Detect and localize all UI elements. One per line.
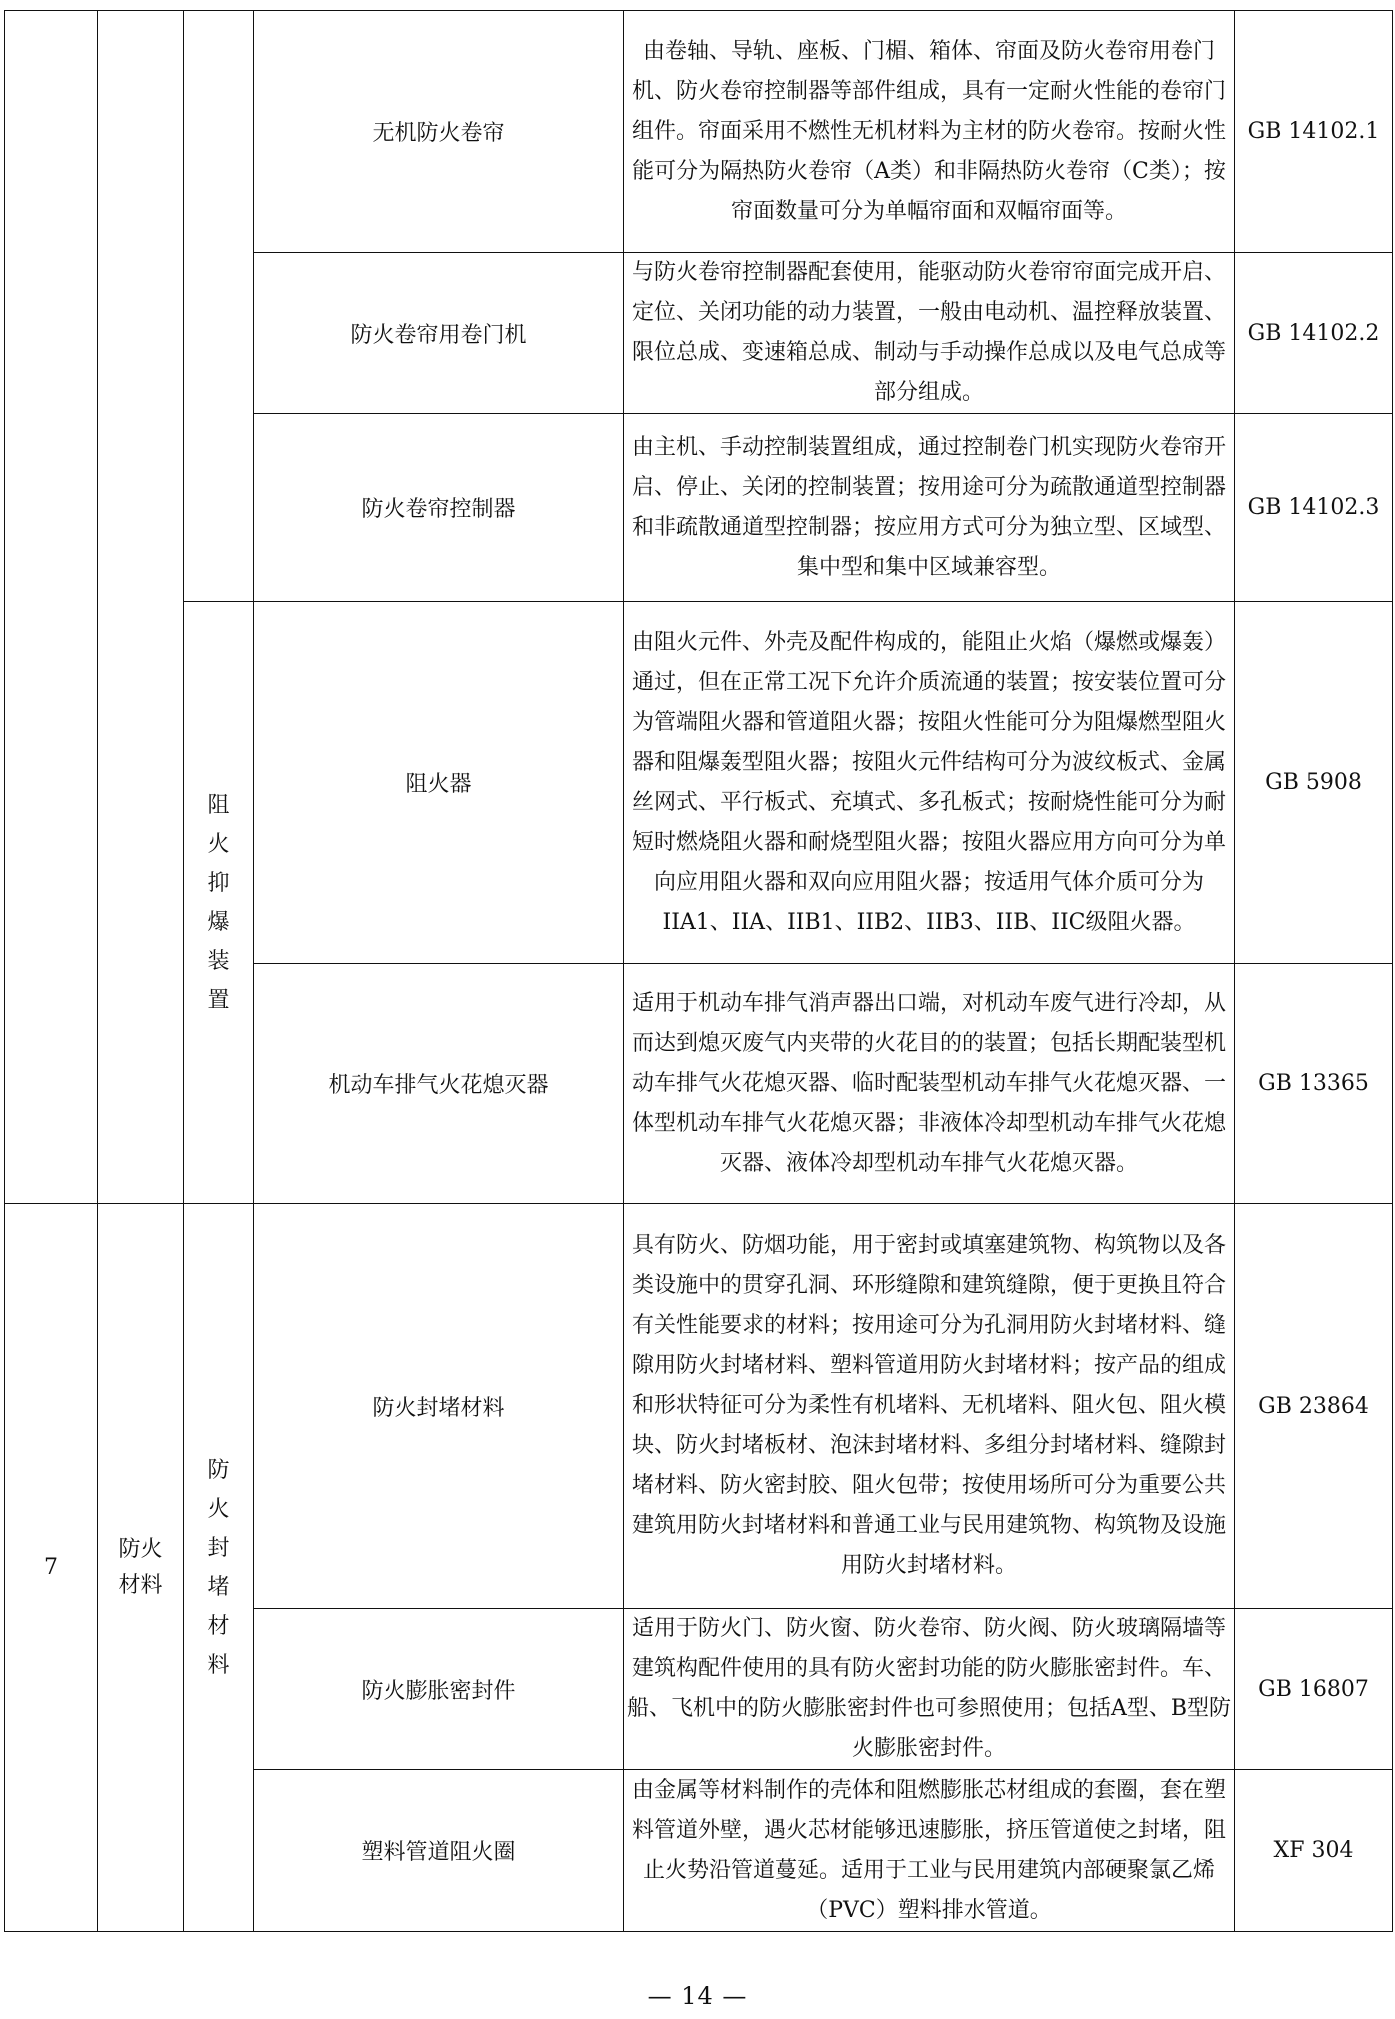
product-description: 具有防火、防烟功能，用于密封或填塞建筑物、构筑物以及各类设施中的贯穿孔洞、环形缝隙和建筑缝隙，便于更换且符合有关性能要求的材料；按用途可分为孔洞用防火封堵材料、缝隙用防火封堵材料、塑料管道用防火封堵材料；按产品的组成和形状特征可分为柔性有机堵料、无机堵料、阻火包、阻火模块、防火封堵板材、泡沫封堵材料、多组分封堵材料、缝隙封堵材料、防火密封胶、阻火包带；按使用场所可分为重要公共建筑用防火封堵材料和普通工业与民用建筑物、构筑物及设施用防火封堵材料。 (624, 1204, 1235, 1609)
product-name: 防火膨胀密封件 (254, 1609, 624, 1770)
product-description: 与防火卷帘控制器配套使用，能驱动防火卷帘帘面完成开启、定位、关闭功能的动力装置，一般由电动机、温控释放装置、限位总成、变速箱总成、制动与手动操作总成以及电气总成等部分组成。 (624, 253, 1235, 414)
standard-code: GB 14102.3 (1235, 414, 1393, 602)
product-name: 塑料管道阻火圈 (254, 1770, 624, 1932)
standards-table (4, 10, 1393, 1932)
standard-code: GB 14102.1 (1235, 11, 1393, 253)
standard-code: GB 14102.2 (1235, 253, 1393, 414)
standard-code: XF 304 (1235, 1770, 1393, 1932)
table-row (5, 1204, 1393, 1609)
product-name: 阻火器 (254, 602, 624, 964)
standard-code: GB 5908 (1235, 602, 1393, 964)
group-label-flame-arrest (184, 602, 254, 1204)
group-label-text: 阻火抑爆装置 (207, 792, 230, 1013)
product-name: 机动车排气火花熄灭器 (254, 964, 624, 1204)
section-category (98, 1204, 184, 1932)
product-name: 防火卷帘控制器 (254, 414, 624, 602)
product-name: 防火卷帘用卷门机 (254, 253, 624, 414)
product-name: 防火封堵材料 (254, 1204, 624, 1609)
section-category-text: 防火材料 (118, 1536, 163, 1598)
group-label-text: 防火封堵材料 (207, 1457, 230, 1678)
group-label-fire-seal (184, 1204, 254, 1932)
number-cell-prev (5, 11, 98, 1204)
page-number: — 14 — (647, 1982, 748, 2010)
standard-code: GB 16807 (1235, 1609, 1393, 1770)
product-name: 无机防火卷帘 (254, 11, 624, 253)
product-description: 适用于防火门、防火窗、防火卷帘、防火阀、防火玻璃隔墙等建筑构配件使用的具有防火密封功能的防火膨胀密封件。车、船、飞机中的防火膨胀密封件也可参照使用；包括A型、B型防火膨胀密封件。 (624, 1609, 1235, 1770)
product-description: 由主机、手动控制装置组成，通过控制卷门机实现防火卷帘开启、停止、关闭的控制装置；按用途可分为疏散通道型控制器和非疏散通道型控制器；按应用方式可分为独立型、区域型、集中型和集中区域兼容型。 (624, 414, 1235, 602)
product-description: 适用于机动车排气消声器出口端，对机动车废气进行冷却，从而达到熄灭废气内夹带的火花目的的装置；包括长期配装型机动车排气火花熄灭器、临时配装型机动车排气火花熄灭器、一体型机动车排气火花熄灭器；非液体冷却型机动车排气火花熄灭器、液体冷却型机动车排气火花熄灭器。 (624, 964, 1235, 1204)
category-cell-prev (98, 11, 184, 1204)
table-row (5, 11, 1393, 253)
product-description: 由卷轴、导轨、座板、门楣、箱体、帘面及防火卷帘用卷门机、防火卷帘控制器等部件组成，具有一定耐火性能的卷帘门组件。帘面采用不燃性无机材料为主材的防火卷帘。按耐火性能可分为隔热防火卷帘（A类）和非隔热防火卷帘（C类）；按帘面数量可分为单幅帘面和双幅帘面等。 (624, 11, 1235, 253)
product-description: 由金属等材料制作的壳体和阻燃膨胀芯材组成的套圈，套在塑料管道外壁，遇火芯材能够迅速膨胀，挤压管道使之封堵，阻止火势沿管道蔓延。适用于工业与民用建筑内部硬聚氯乙烯（PVC）塑料排水管道。 (624, 1770, 1235, 1932)
standard-code: GB 23864 (1235, 1204, 1393, 1609)
product-description: 由阻火元件、外壳及配件构成的，能阻止火焰（爆燃或爆轰）通过，但在正常工况下允许介质流通的装置；按安装位置可分为管端阻火器和管道阻火器；按阻火性能可分为阻爆燃型阻火器和阻爆轰型阻火器；按阻火元件结构可分为波纹板式、金属丝网式、平行板式、充填式、多孔板式；按耐烧性能可分为耐短时燃烧阻火器和耐烧型阻火器；按阻火器应用方向可分为单向应用阻火器和双向应用阻火器；按适用气体介质可分为IIA1、IIA、IIB1、IIB2、IIB3、IIB、IIC级阻火器。 (624, 602, 1235, 964)
table-row (5, 602, 1393, 964)
group-cell-prev (184, 11, 254, 602)
section-number: 7 (5, 1204, 98, 1932)
standard-code: GB 13365 (1235, 964, 1393, 1204)
